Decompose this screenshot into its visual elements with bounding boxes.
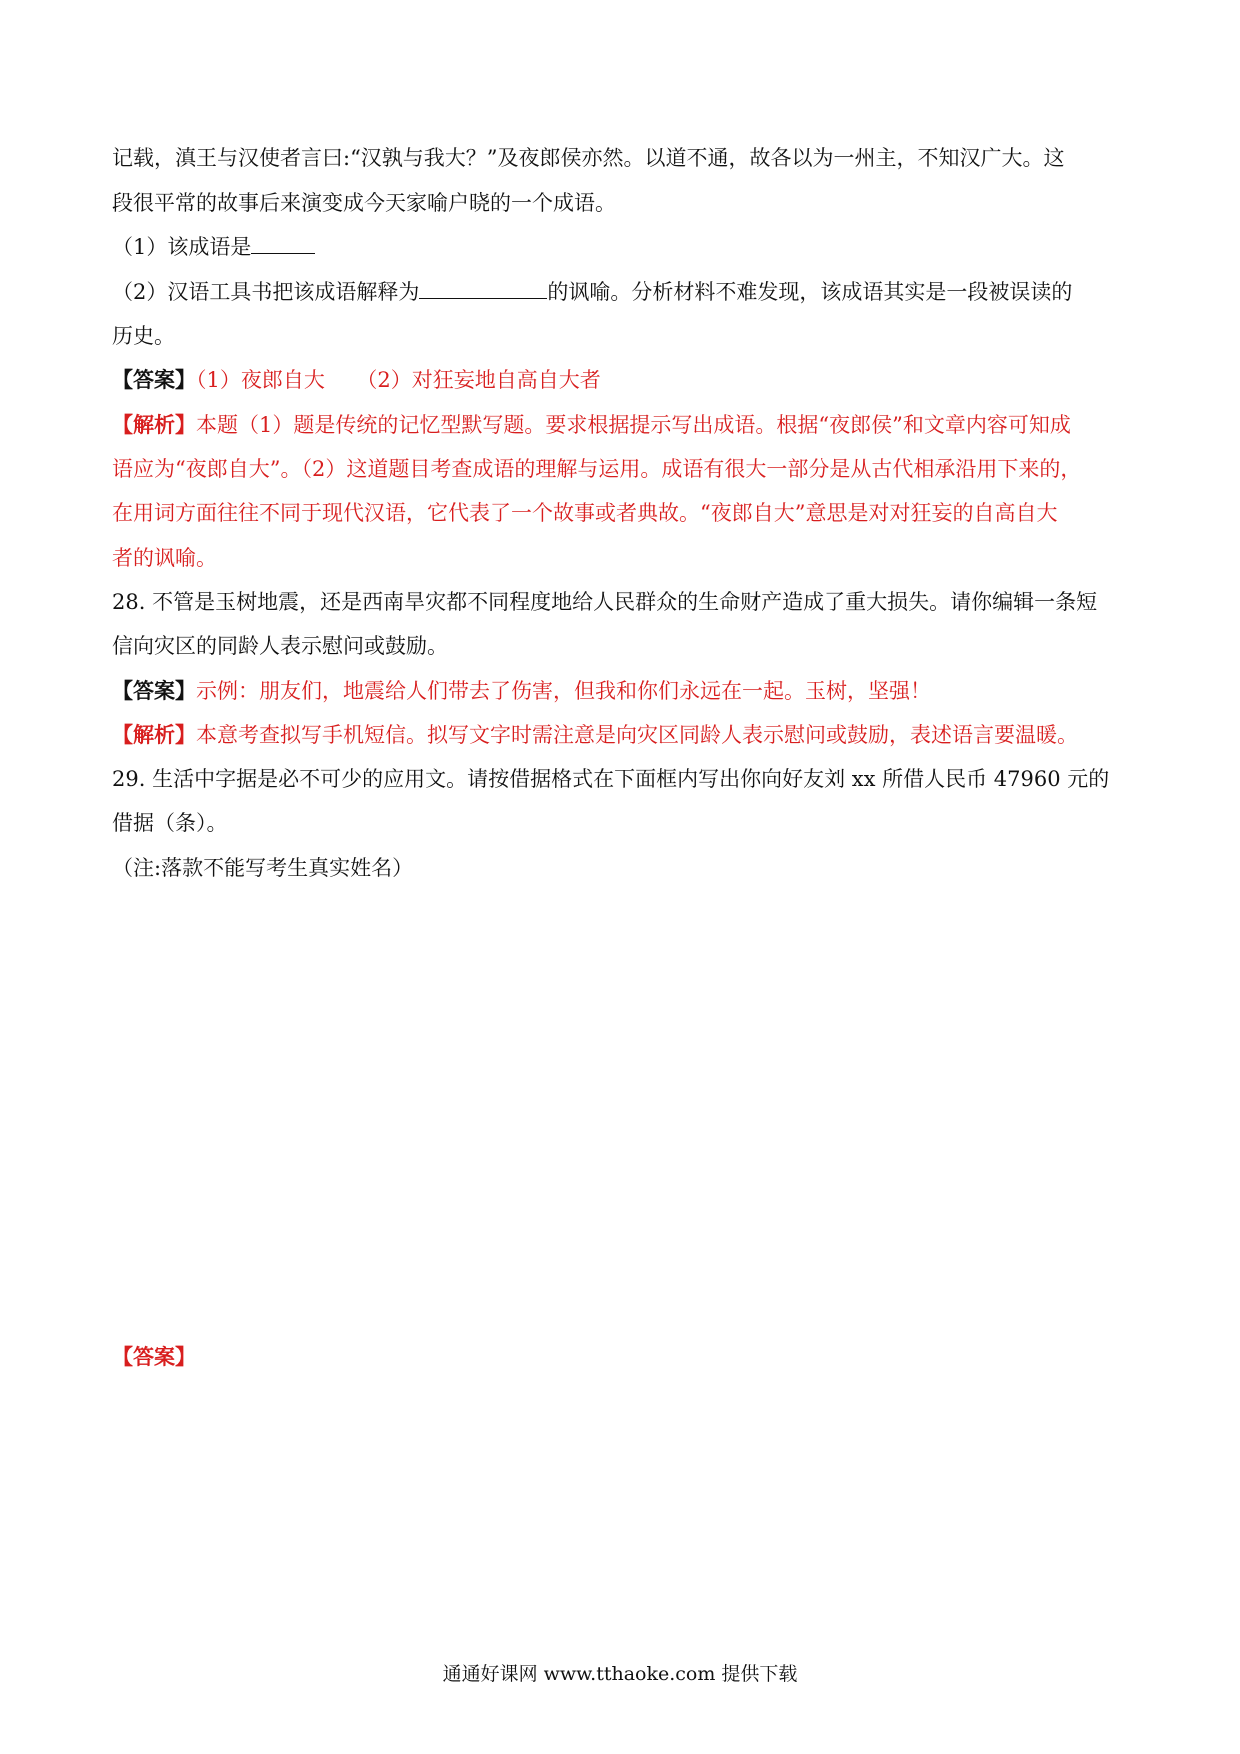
q28-analysis-label: 【解析】 xyxy=(112,722,196,747)
q27-sub1 xyxy=(112,232,1132,262)
q27-analysis-line-4: 者的讽喻。 xyxy=(112,546,217,570)
q29-text-line-2: 借据（条）。 xyxy=(112,811,228,835)
q29-note: （注:落款不能写考生真实姓名） xyxy=(112,856,414,880)
q28-answer-label: 【答案】 xyxy=(112,678,196,703)
q28-text-line-1: 28. 不管是玉树地震，还是西南旱灾都不同程度地给人民群众的生命财产造成了重大损失。请你编辑一条短 xyxy=(112,590,1098,614)
page-footer: 通通好课网 www.tthaoke.com 提供下载 xyxy=(442,1663,798,1685)
q27-answer-text: （1）夜郎自大 （2）对狂妄地自高自大者 xyxy=(196,368,601,392)
q27-answer xyxy=(112,365,1132,395)
q29-text-line-1: 29. 生活中字据是必不可少的应用文。请按借据格式在下面框内写出你向好友刘 xx 所借人民币 47960 元的 xyxy=(112,767,1110,791)
q28-analysis-text: 本意考查拟写手机短信。拟写文字时需注意是向灾区同龄人表示慰问或鼓励，表述语言要温暖。 xyxy=(196,723,1078,747)
q27-analysis-line-2: 语应为“夜郎自大”。（2）这道题目考查成语的理解与运用。成语有很大一部分是从古代相承沿用下来的， xyxy=(112,457,1082,481)
q27-sub1-blank xyxy=(251,233,315,254)
q27-sub2-prefix: （2）汉语工具书把该成语解释为 xyxy=(112,280,420,304)
q27-sub1-prefix: （1）该成语是 xyxy=(112,235,252,259)
q27-text-line-2: 段很平常的故事后来演变成今天家喻户晓的一个成语。 xyxy=(112,191,616,215)
q28-text-line-2: 信向灾区的同龄人表示慰问或鼓励。 xyxy=(112,634,448,658)
q27-sub2 xyxy=(112,277,1132,307)
q28-analysis xyxy=(112,720,1132,750)
q27-sub2-blank xyxy=(419,278,547,299)
q27-answer-label: 【答案】 xyxy=(112,367,196,392)
q27-analysis-text-1: 本题（1）题是传统的记忆型默写题。要求根据提示写出成语。根据“夜郎侯”和文章内容可知成 xyxy=(196,413,1071,437)
q28-answer-text: 示例：朋友们，地震给人们带去了伤害，但我和你们永远在一起。玉树，坚强！ xyxy=(196,679,931,703)
q27-text-line-1: 记载，滇王与汉使者言曰:“汉孰与我大？”及夜郎侯亦然。以道不通，故各以为一州主，不知汉广大。这 xyxy=(112,146,1065,170)
q27-sub2-suffix: 的讽喻。分析材料不难发现，该成语其实是一段被误读的 xyxy=(547,280,1073,304)
q28-answer xyxy=(112,676,1132,706)
q29-answer-label: 【答案】 xyxy=(112,1344,196,1369)
q27-analysis-line-1 xyxy=(112,410,1132,440)
q27-analysis-line-3: 在用词方面往往不同于现代汉语，它代表了一个故事或者典故。“夜郎自大”意思是对对狂妄的自高自大 xyxy=(112,501,1058,525)
q27-sub2-continued: 历史。 xyxy=(112,324,175,348)
q27-analysis-label: 【解析】 xyxy=(112,412,196,437)
